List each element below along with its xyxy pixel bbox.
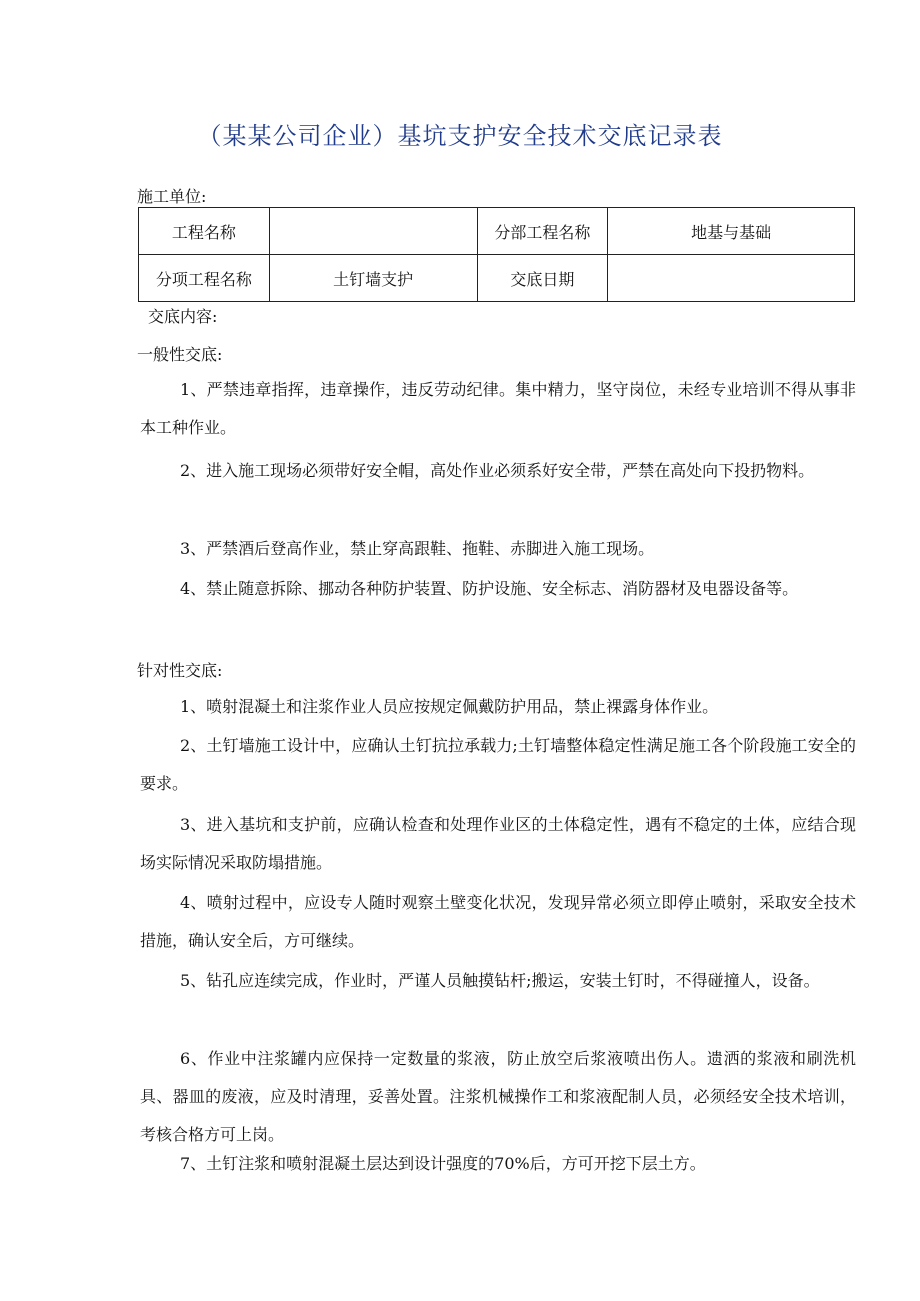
table-row xyxy=(139,208,855,255)
general-item-1: 1、严禁违章指挥，违章操作，违反劳动纪律。集中精力，坚守岗位，未经专业培训不得从事非本工种作业。 xyxy=(140,380,856,437)
subitem-project-value: 土钉墙支护 xyxy=(269,255,477,302)
project-name-label: 工程名称 xyxy=(139,208,270,255)
general-item-4: 4、禁止随意拆除、挪动各种防护装置、防护设施、安全标志、消防器材及电器设备等。 xyxy=(180,579,799,598)
briefing-date-value xyxy=(608,255,855,302)
general-item-3: 3、严禁酒后登高作业，禁止穿高跟鞋、拖鞋、赤脚进入施工现场。 xyxy=(180,539,655,558)
specific-briefing-heading: 针对性交底: xyxy=(137,661,223,680)
specific-item-3: 3、进入基坑和支护前，应确认检查和处理作业区的土体稳定性，遇有不稳定的土体，应结合现场实际情况采取防塌措施。 xyxy=(140,815,856,872)
division-project-value: 地基与基础 xyxy=(608,208,855,255)
table-row xyxy=(139,255,855,302)
specific-item-1: 1、喷射混凝土和注浆作业人员应按规定佩戴防护用品，禁止裸露身体作业。 xyxy=(180,697,719,716)
project-info-table xyxy=(138,207,855,302)
briefing-date-label: 交底日期 xyxy=(477,255,608,302)
general-briefing-heading: 一般性交底: xyxy=(137,345,223,364)
subitem-project-label: 分项工程名称 xyxy=(139,255,270,302)
specific-item-5: 5、钻孔应连续完成，作业时，严谨人员触摸钻杆;搬运，安装土钉时，不得碰撞人，设备。 xyxy=(180,971,820,990)
specific-item-2: 2、土钉墙施工设计中，应确认土钉抗拉承载力;土钉墙整体稳定性满足施工各个阶段施工安全的要求。 xyxy=(140,736,856,793)
construction-unit-label: 施工单位: xyxy=(137,187,207,206)
division-project-label: 分部工程名称 xyxy=(477,208,608,255)
specific-item-7: 7、土钉注浆和喷射混凝土层达到设计强度的70%后，方可开挖下层土方。 xyxy=(180,1154,706,1173)
specific-item-4: 4、喷射过程中，应设专人随时观察土壁变化状况，发现异常必须立即停止喷射，采取安全技术措施，确认安全后，方可继续。 xyxy=(140,893,856,950)
general-item-2: 2、进入施工现场必须带好安全帽，高处作业必须系好安全带，严禁在高处向下投扔物料。 xyxy=(180,461,815,480)
project-name-value xyxy=(269,208,477,255)
specific-item-6: 6、作业中注浆罐内应保持一定数量的浆液，防止放空后浆液喷出伤人。遗洒的浆液和刷洗机具、器皿的废液，应及时清理，妥善处置。注浆机械操作工和浆液配制人员，必须经安全技术培训，考核合格方可上岗。 xyxy=(140,1049,856,1144)
document-title: （某某公司企业）基坑支护安全技术交底记录表 xyxy=(197,122,723,150)
briefing-content-label: 交底内容: xyxy=(148,307,218,326)
